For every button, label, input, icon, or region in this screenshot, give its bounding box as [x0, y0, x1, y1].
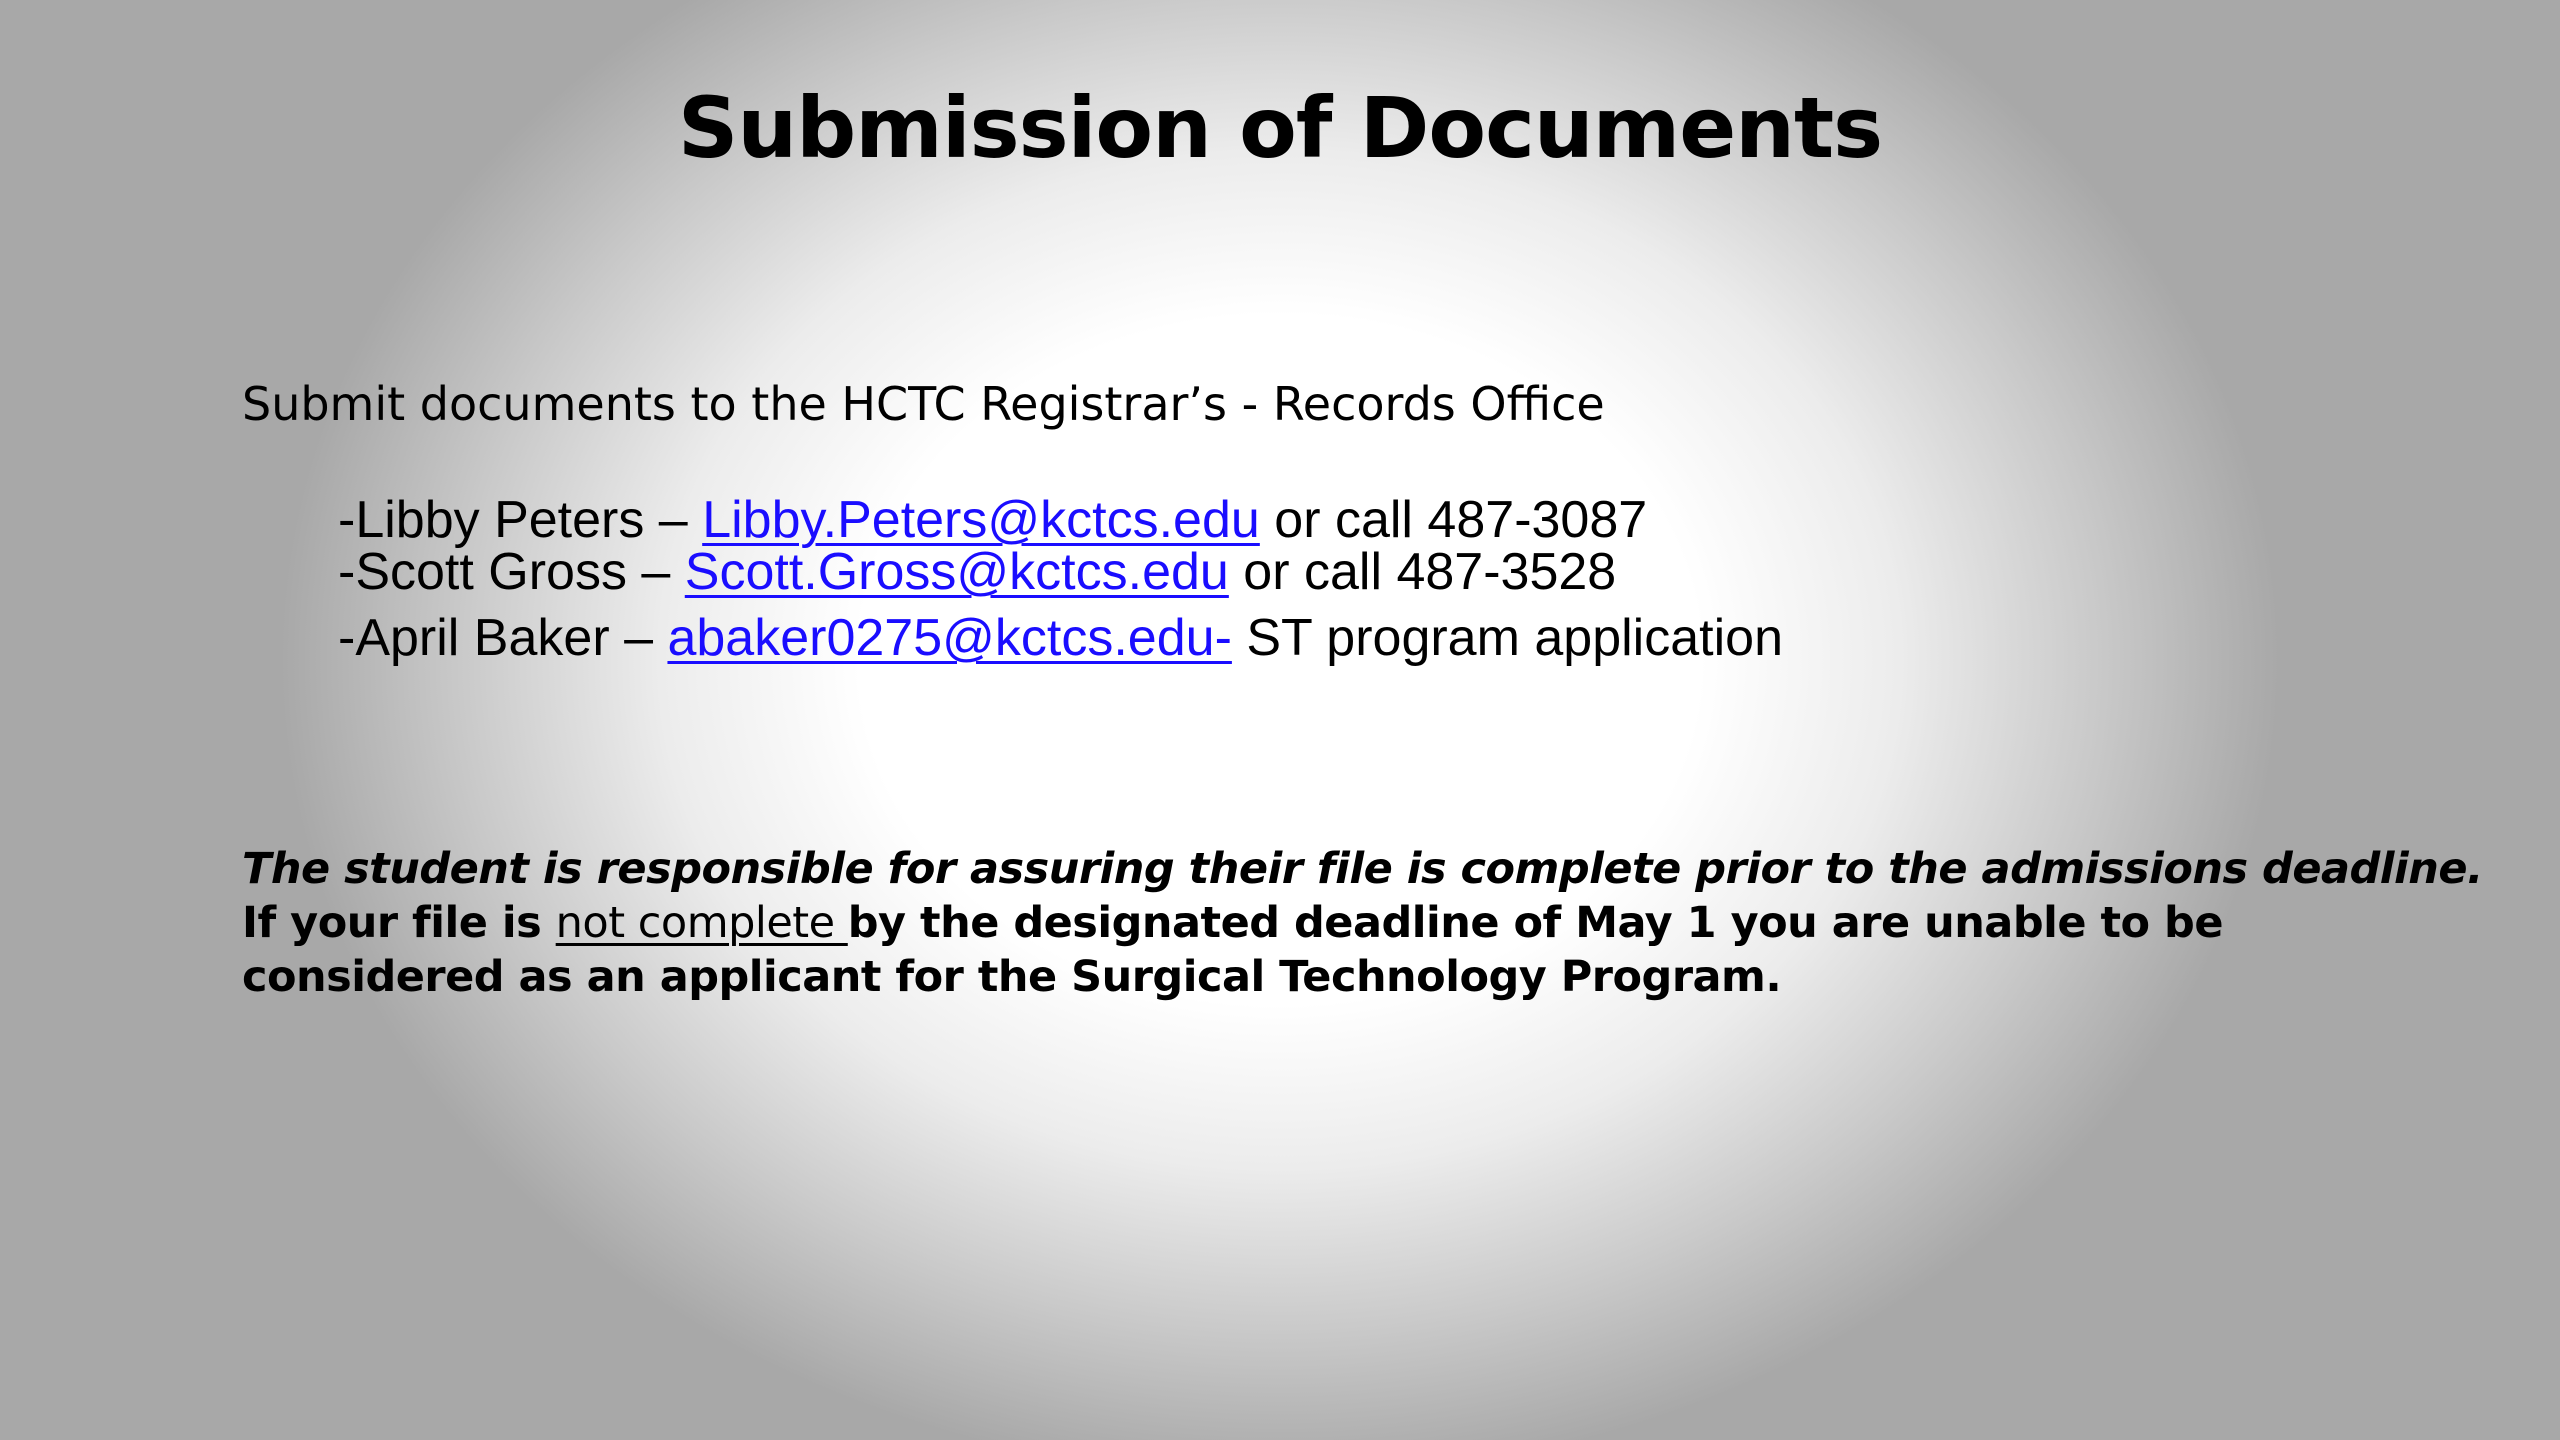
not-complete-emphasis: not complete — [555, 898, 848, 948]
deadline-line — [242, 896, 2442, 950]
responsibility-statement: The student is responsible for assuring their file is complete prior to the admissions deadline. — [242, 844, 2483, 894]
contact-item-libby-peters — [338, 492, 1783, 548]
contact-detail: or call 487-3087 — [1259, 491, 1648, 549]
contact-name: -April Baker – — [338, 609, 668, 667]
contact-detail: ST program application — [1231, 609, 1783, 667]
deadline-text-after: by the designated deadline of May 1 you are unable to be — [847, 898, 2223, 948]
contact-name: -Libby Peters – — [338, 491, 703, 549]
email-link-libby-peters[interactable]: Libby.Peters@kctcs.edu — [702, 491, 1260, 549]
contact-item-april-baker — [338, 610, 1783, 666]
email-link-scott-gross[interactable]: Scott.Gross@kctcs.edu — [684, 543, 1229, 601]
deadline-notice — [242, 842, 2483, 1004]
contact-list — [338, 492, 1783, 666]
contact-name: -Scott Gross – — [338, 543, 685, 601]
contact-item-scott-gross — [338, 544, 1783, 600]
slide-title: Submission of Documents — [677, 79, 1883, 177]
intro-text: Submit documents to the HCTC Registrar’s - Records Office — [242, 377, 1605, 431]
contact-detail: or call 487-3528 — [1228, 543, 1617, 601]
applicant-line: considered as an applicant for the Surgical Technology Program. — [242, 952, 1782, 1002]
deadline-text-before: If your file is — [242, 898, 556, 948]
email-link-april-baker[interactable]: abaker0275@kctcs.edu- — [667, 609, 1232, 667]
